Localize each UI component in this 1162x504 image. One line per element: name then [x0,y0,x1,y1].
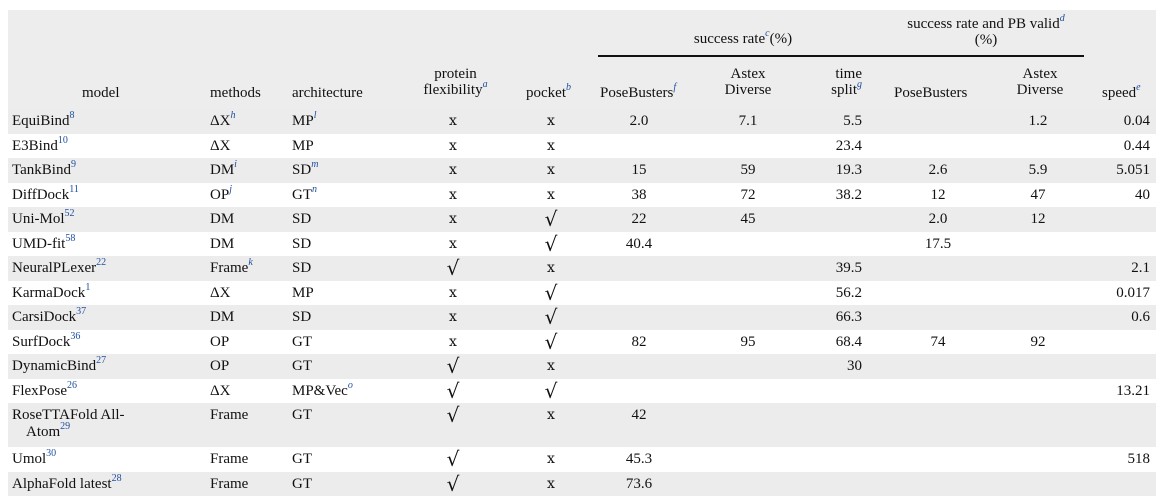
arch-value: MP [292,284,314,301]
cell-astex-valid: 1.2 [1028,113,1048,129]
cell-pb: 38 [631,186,647,203]
model-name: DiffDock [12,186,70,203]
arch-value: MP [292,113,314,129]
cell-pb-valid: 12 [930,186,946,203]
reference-link[interactable]: 58 [65,232,76,244]
cell-methods [210,138,230,155]
cell-model [12,448,57,468]
cell-methods [210,358,229,375]
check-mark: √ [446,256,460,280]
cell-arch [292,334,312,351]
cell-arch [292,379,353,400]
cell-model [12,232,76,253]
check-mark: √ [446,378,460,403]
table-row [8,183,1156,208]
cell-arch [292,211,311,228]
cell-time: 30 [847,358,862,374]
cell-speed: 40 [1135,186,1150,203]
methods-value: OP [210,333,230,350]
cell-astex-valid: 92 [1030,333,1046,350]
header-astex-diverse: Astex Diverse [724,66,772,98]
cell-flex [438,162,468,179]
pb-valid-rule [888,55,1084,57]
cross-mark: x [449,309,457,325]
cell-astex-valid: 47 [1030,186,1046,203]
cell-flex [438,187,468,204]
cell-astex: 45 [740,211,756,227]
methods-value: ΔX [210,382,231,399]
model-name: NeuralPLexer [12,260,97,276]
footnote-mark: i [234,159,237,170]
cell-methods [210,236,234,253]
cross-mark: x [547,358,555,374]
reference-link[interactable]: 27 [96,355,107,366]
cell-model [12,110,75,130]
cross-mark: x [547,186,555,203]
check-mark: √ [544,305,558,329]
cell-arch [292,159,319,179]
cell-pb: 22 [631,211,647,227]
cell-arch [292,309,311,326]
footnote-mark: k [248,257,253,268]
cell-speed: 0.44 [1123,137,1150,154]
cell-arch [292,236,311,253]
header-success-rate: success rate$^c$(%) [693,28,793,47]
check-mark: √ [544,329,558,354]
table-row [8,232,1156,257]
table-row [8,379,1156,404]
cell-arch [292,110,317,130]
check-mark: √ [446,403,460,427]
cell-time: 19.3 [835,162,862,178]
methods-value: ΔX [210,113,231,129]
table-header [8,10,1156,109]
cell-flex [438,138,468,155]
cell-model [12,257,107,277]
cell-model [12,134,68,155]
cross-mark: x [449,113,457,129]
cell-time: 56.2 [835,284,862,301]
cell-pb-valid: 74 [930,333,946,350]
cell-pb: 42 [631,407,647,423]
cell-methods [210,476,248,493]
cell-pocket [536,451,566,468]
cell-methods [210,383,230,400]
cell-pocket [536,476,566,493]
cell-pocket [536,358,566,375]
methods-value: Frame [210,451,249,467]
cell-pocket [536,260,566,277]
cell-time: 23.4 [835,137,862,154]
cell-pb: 73.6 [625,475,653,492]
cell-pocket [536,113,566,130]
footnote-mark: h [230,110,236,121]
cross-mark: x [449,162,457,178]
cell-model [12,355,107,375]
arch-value: MP [292,137,314,154]
methods-value: OP [210,186,230,203]
arch-value: SD [292,162,312,178]
cell-speed: 0.017 [1116,284,1150,301]
methods-value: DM [210,211,235,227]
check-mark: √ [544,231,558,256]
footnote-mark: j [229,183,232,195]
cell-pb: 82 [631,333,647,350]
reference-link[interactable]: 29 [60,421,71,432]
cell-speed: 0.6 [1131,309,1150,325]
cell-astex: 59 [740,162,756,178]
model-name-cont: Atom [26,424,61,440]
cell-arch [292,260,311,277]
arch-value: SD [292,260,312,276]
table-row [8,158,1156,183]
cell-methods [210,211,234,228]
table-row [8,472,1156,497]
cell-flex [438,113,468,130]
methods-value: DM [210,162,235,178]
cell-methods [210,285,230,302]
cell-methods [210,159,237,179]
methods-value: OP [210,358,230,374]
methods-value: DM [210,309,235,325]
cell-flex [438,285,468,302]
model-name: RoseTTAFold All- [12,407,125,423]
cell-time: 38.2 [835,186,862,203]
header-posebusters-valid: PoseBusters [894,85,968,101]
header-pocket: pocket$^b$ [526,82,571,101]
check-mark: √ [446,354,460,378]
reference-link[interactable]: 9 [70,159,76,170]
cell-arch [292,183,317,204]
cell-methods [210,309,234,326]
cell-flex [438,309,468,326]
cross-mark: x [547,451,555,467]
cross-mark: x [547,162,555,178]
footnote-mark: n [312,183,317,195]
cell-methods [210,110,236,130]
model-name: E3Bind [12,137,58,154]
cell-arch [292,138,314,155]
cell-methods [210,183,232,204]
cell-pb: 45.3 [625,451,653,467]
check-mark: √ [544,378,558,403]
cell-model [12,159,76,179]
methods-value: Frame [210,475,249,492]
reference-link[interactable]: 11 [69,183,79,195]
cross-mark: x [547,260,555,276]
cell-time: 39.5 [835,260,862,276]
cell-model [12,281,91,302]
cell-flex [438,334,468,351]
cell-flex [438,211,468,228]
cell-pocket [536,138,566,155]
table-row [8,354,1156,379]
cell-pocket [536,187,566,204]
cell-speed: 0.04 [1123,113,1150,129]
table-row [8,109,1156,134]
model-name: EquiBind [12,113,70,129]
arch-value: GT [292,475,312,492]
model-name: KarmaDock [12,284,86,301]
arch-value: GT [292,451,312,467]
model-name: DynamicBind [12,358,97,374]
cell-pb: 2.0 [629,113,649,129]
cell-time: 66.3 [835,309,862,325]
footnote-mark: o [347,379,353,391]
cell-methods [210,451,248,468]
cell-astex: 95 [740,333,756,350]
cell-methods [210,257,253,277]
model-name: SurfDock [12,333,71,350]
check-mark: √ [544,207,558,231]
cell-model [12,407,125,441]
header-time-split: time split$^g$ [831,66,862,98]
cell-astex: 72 [740,186,756,203]
cell-model [12,379,78,400]
reference-link[interactable]: 10 [57,134,68,146]
methods-value: Frame [210,260,249,276]
model-name: TankBind [12,162,71,178]
cell-model [12,306,87,326]
cell-pocket [536,407,566,424]
cross-mark: x [449,211,457,227]
methods-value: ΔX [210,284,231,301]
model-name: UMD-fit [12,235,66,252]
footnote-mark: l [313,110,317,121]
cross-mark: x [449,235,457,252]
cell-speed: 2.1 [1131,260,1150,276]
cross-mark: x [449,137,457,154]
cell-arch [292,285,314,302]
cell-speed: 518 [1127,451,1150,467]
cell-speed: 5.051 [1116,162,1150,178]
methods-value: DM [210,235,235,252]
check-mark: √ [446,471,460,496]
table-row [8,447,1156,472]
cross-mark: x [449,333,457,350]
cell-methods [210,334,229,351]
table-row [8,330,1156,355]
header-model: model [82,85,120,101]
cell-methods [210,407,248,424]
table-row [8,305,1156,330]
reference-link[interactable]: 37 [76,306,87,317]
header-architecture: architecture [292,85,363,101]
cell-pb: 40.4 [625,235,653,252]
cell-pb: 15 [631,162,647,178]
cross-mark: x [547,407,555,423]
cross-mark: x [547,137,555,154]
arch-value: SD [292,235,312,252]
arch-value: GT [292,407,312,423]
reference-link[interactable]: 22 [96,257,107,268]
header-astex-diverse-valid: Astex Diverse [1016,66,1064,98]
cell-flex [438,471,468,500]
arch-value: SD [292,211,312,227]
header-posebusters: PoseBusters$^f$ [600,82,677,101]
cell-model [12,183,79,204]
model-name: Uni-Mol [12,211,65,227]
model-name: AlphaFold latest [12,475,112,492]
cell-pocket [536,162,566,179]
cell-arch [292,476,312,493]
cell-pb-valid: 17.5 [924,235,952,252]
cell-astex: 7.1 [738,113,758,129]
table-body [8,109,1156,496]
table-row [8,256,1156,281]
model-name: FlexPose [12,382,68,399]
cell-model [12,208,75,228]
table-row [8,281,1156,306]
arch-value: GT [292,333,312,350]
arch-value: GT [292,186,312,203]
table-row [8,134,1156,159]
reference-link[interactable]: 30 [46,448,57,459]
methods-value: ΔX [210,137,231,154]
cross-mark: x [449,284,457,301]
cell-time: 68.4 [835,333,862,350]
cross-mark: x [547,113,555,129]
methods-value: Frame [210,407,249,423]
cell-time: 5.5 [843,113,862,129]
cell-astex-valid: 5.9 [1028,162,1048,178]
reference-link[interactable]: 8 [69,110,75,121]
cell-speed: 13.21 [1116,382,1150,399]
arch-value: GT [292,358,312,374]
success-rate-rule [598,55,888,57]
cell-arch [292,358,312,375]
cell-pb-valid: 2.6 [928,162,948,178]
footnote-mark: m [311,159,319,170]
cell-astex-valid: 12 [1030,211,1046,227]
arch-value: MP&Vec [292,382,348,399]
comparison-table [8,10,1156,496]
model-name: CarsiDock [12,309,77,325]
reference-link[interactable]: 52 [64,208,75,219]
cell-model [12,472,122,493]
cell-flex [438,403,468,431]
reference-link[interactable]: 26 [67,379,78,391]
cell-pb-valid: 2.0 [928,211,948,227]
cell-arch [292,407,312,424]
table-row [8,403,1156,447]
model-name: Umol [12,451,47,467]
cross-mark: x [449,186,457,203]
cell-arch [292,451,312,468]
reference-link[interactable]: 28 [111,472,122,484]
check-mark: √ [544,280,558,305]
header-speed: speed$^e$ [1102,82,1141,101]
table-row [8,207,1156,232]
check-mark: √ [446,447,460,471]
header-protein-flexibility: protein flexibility$^a$ [423,66,488,98]
cross-mark: x [547,475,555,492]
cell-model [12,330,81,351]
header-pb-valid: success rate and PB valid$^d$ (%) [907,13,1065,48]
reference-link[interactable]: 1 [85,281,91,293]
cell-flex [438,236,468,253]
header-methods: methods [210,85,261,101]
arch-value: SD [292,309,312,325]
reference-link[interactable]: 36 [70,330,81,342]
